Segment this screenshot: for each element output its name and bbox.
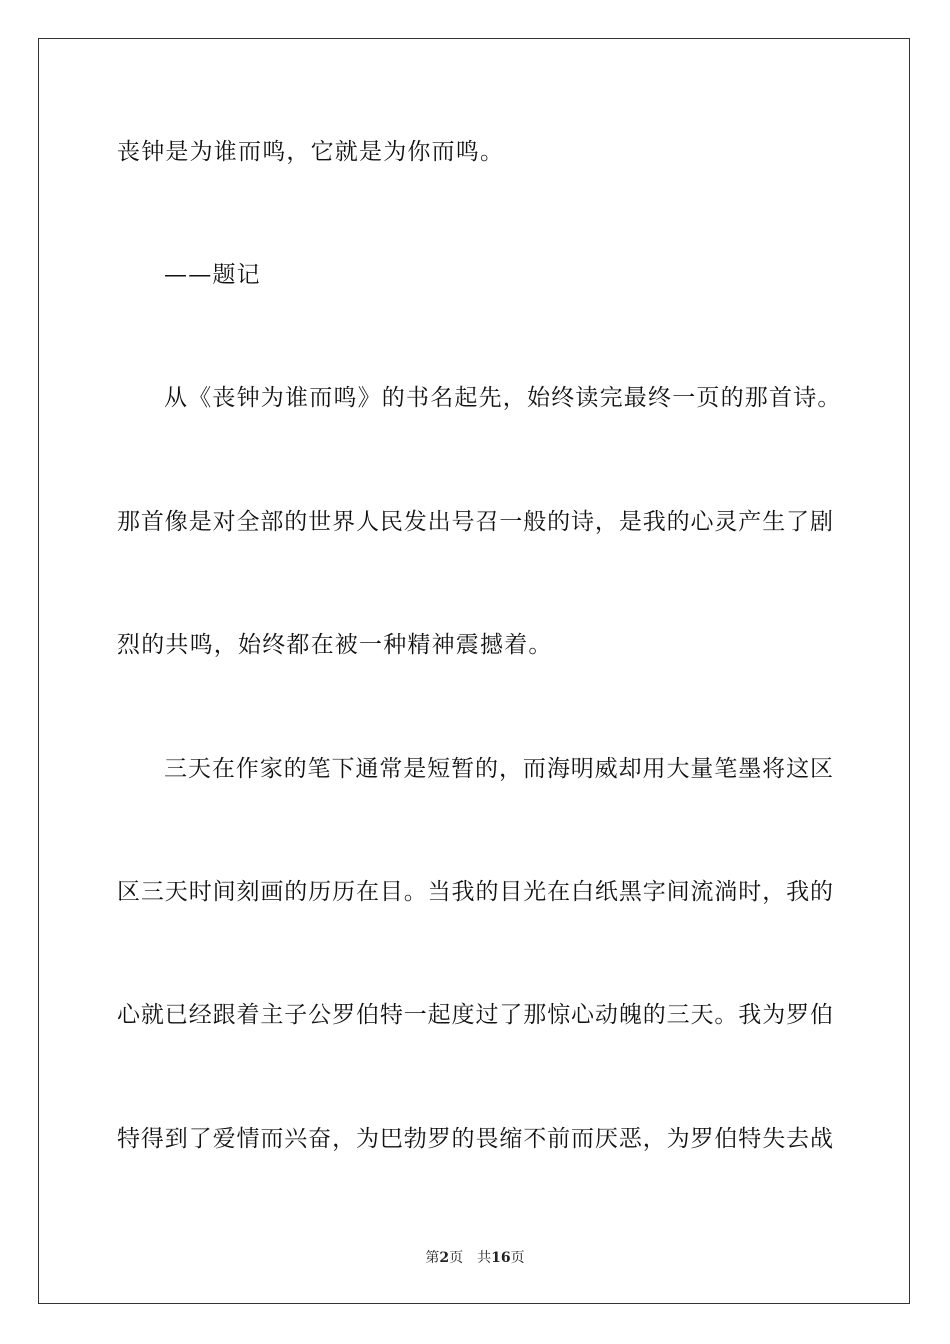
paragraph-line: 烈的共鸣，始终都在被一种精神震撼着。: [117, 632, 553, 658]
paragraph-line: 区三天时间刻画的历历在目。当我的目光在白纸黑字间流淌时，我的: [117, 879, 833, 905]
page-prefix: 第: [425, 1250, 440, 1266]
page-suffix: 页: [449, 1250, 464, 1266]
paragraph-line: 丧钟是为谁而鸣，它就是为你而鸣。: [117, 139, 505, 165]
paragraph-line: 那首像是对全部的世界人民发出号召一般的诗，是我的心灵产生了剧: [117, 509, 833, 535]
total-page-count: 16: [491, 1250, 511, 1266]
page-border: [38, 38, 910, 1304]
paragraph-line: 特得到了爱情而兴奋，为巴勃罗的畏缩不前而厌恶，为罗伯特失去战: [117, 1126, 833, 1152]
paragraph-line: 心就已经跟着主子公罗伯特一起度过了那惊心动魄的三天。我为罗伯: [117, 1002, 833, 1028]
paragraph-line: 从《丧钟为谁而鸣》的书名起先，始终读完最终一页的那首诗。: [164, 385, 842, 411]
total-suffix: 页: [510, 1250, 525, 1266]
paragraph-line: 三天在作家的笔下通常是短暂的，而海明威却用大量笔墨将这区: [164, 756, 833, 782]
page-footer: [0, 1248, 950, 1268]
current-page-number: 2: [439, 1250, 450, 1266]
epigraph-attribution: ——题记: [164, 262, 261, 288]
total-prefix: 共: [477, 1250, 492, 1266]
